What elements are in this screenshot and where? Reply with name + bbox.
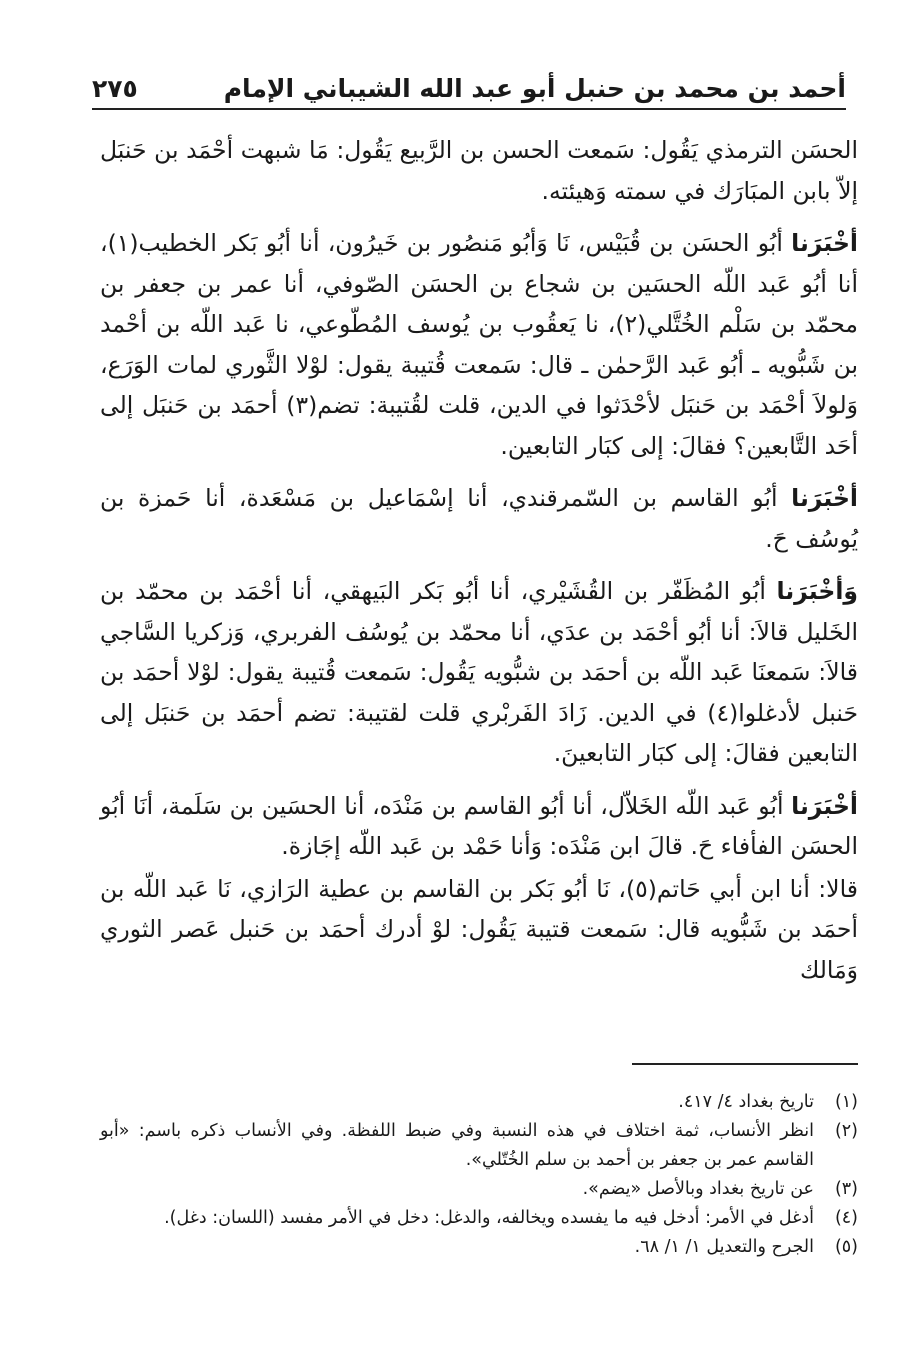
page-header [92, 60, 846, 110]
footnote-number: (٤) [834, 1208, 858, 1228]
paragraph [100, 130, 858, 211]
running-title: أحمد بن محمد بن حنبل أبو عبد الله الشيباني الإمام [223, 74, 846, 103]
footnote [100, 1204, 858, 1233]
footnotes [100, 1088, 858, 1262]
paragraph-text: أبُو المُظَفّر بن القُشَيْري، أنا أبُو بَكر البَيهقي، أنا أحْمَد بن محمّد بن الخَليل قالاَ: أنا أبُو أحْمَد بن عدَي، أنا محمّد بن يُوسُف الفربري، وَزكريا السَّاجي قالاَ: سَمعنَا عَبد اللّه بن أحمَد بن شبُّويه يَقُول: سَمعت قُتيبة يقول: لوْلا أحمَد بن حَنبل لأدغلوا(٤) في الدين. زَادَ الفَربْري قلت لقتيبة: تضم أحمَد بن حَنبَل إلى التابعين فقالَ: إلى كبَار التابعينَ. [100, 577, 858, 767]
narration-lead: وَأخْبَرَنا [776, 577, 858, 605]
narration-lead: أخْبَرَنا [791, 229, 858, 257]
paragraph-text: أبُو عَبد اللّه الخَلاّل، أنا أبُو القاسم بن مَنْدَه، أنا الحسَين بن سَلَمة، أنَا أبُو الحسَن الفأفاء حَ. قالَ ابن مَنْدَه: وَأنا حَمْد بن عَبد اللّه إجَازة. [100, 791, 858, 860]
narration-lead: أخْبَرَنا [791, 484, 858, 512]
footnote-text: الجرح والتعديل ١/ ١/ ٦٨. [634, 1237, 814, 1257]
footnote-number: (٢) [834, 1121, 858, 1141]
footnote-number: (٥) [834, 1237, 858, 1257]
paragraph-text: أبُو الحسَن بن قُبَيْس، نَا وَأبُو مَنصُور بن خَيرُون، أنا أبُو بَكر الخطيب(١)، أنا أبُو عَبد اللّه الحسَين بن شجاع بن الحسَن الصّوفي، أنا عمر بن جعفر بن محمّد بن سَلْم الخُتَّلي(٢)، نا يَعقُوب بن يُوسف المُطّوعي، نا عَبد اللّه بن أحْمد بن شَبُّويه ـ أبُو عَبد الرَّحمٰن ـ قال: سَمعت قُتيبة يقول: لوْلا الثَّوري لمات الوَرَع، وَلولاَ أحْمَد بن حَنبَل لأحْدَثوا في الدين، قلت لقُتيبة: تضم(٣) أحمَد بن حَنبَل إلى أحَد التَّابعين؟ فقالَ: إلى كبَار التابعين. [100, 229, 858, 460]
paragraph [100, 478, 858, 559]
paragraph [100, 223, 858, 466]
footnote-number: (١) [834, 1092, 858, 1112]
footnote-text: عن تاريخ بغداد وبالأصل «يضم». [582, 1179, 814, 1199]
footnote-text: تاريخ بغداد ٤/ ٤١٧. [678, 1092, 814, 1112]
page-number: ٢٧٥ [92, 74, 138, 103]
footnote-divider [632, 1063, 858, 1065]
footnote-text: أدغل في الأمر: أدخل فيه ما يفسده ويخالفه، والدغل: دخل في الأمر مفسد (اللسان: دغل). [164, 1208, 814, 1228]
footnote-number: (٣) [834, 1179, 858, 1199]
paragraph [100, 869, 858, 991]
footnote-text: انظر الأنساب، ثمة اختلاف في هذه النسبة وفي ضبط اللفظة. وفي الأنساب ذكره باسم: «أبو القاسم عمر بن جعفر بن أحمد بن سلم الخُتّلي». [100, 1121, 814, 1170]
footnote [100, 1117, 858, 1175]
footnote [100, 1233, 858, 1262]
paragraph [100, 786, 858, 867]
footnote [100, 1088, 858, 1117]
paragraph-text: الحسَن الترمذي يَقُول: سَمعت الحسن بن الرَّبيع يَقُول: مَا شبهت أحْمَد بن حَنبَل إلاّ بابن المبَارَك في سمته وَهيئته. [100, 136, 858, 205]
paragraph-text: أبُو القاسم بن السّمرقندي، أنا إسْمَاعيل بن مَسْعَدة، أنا حَمزة بن يُوسُف حَ. [100, 484, 858, 553]
paragraph [100, 571, 858, 774]
main-text [100, 130, 858, 1002]
paragraph-text: قالا: أنا ابن أبي حَاتم(٥)، نَا أبُو بَكر بن القاسم بن عطية الرَازي، نَا عَبد اللّه بن أحمَد بن شَبُّويه قال: سَمعت قتيبة يَقُول: لوْ أدرك أحمَد بن حَنبل عَصر الثوري وَمَالك [100, 874, 858, 984]
footnote [100, 1175, 858, 1204]
narration-lead: أخْبَرَنا [791, 791, 858, 820]
